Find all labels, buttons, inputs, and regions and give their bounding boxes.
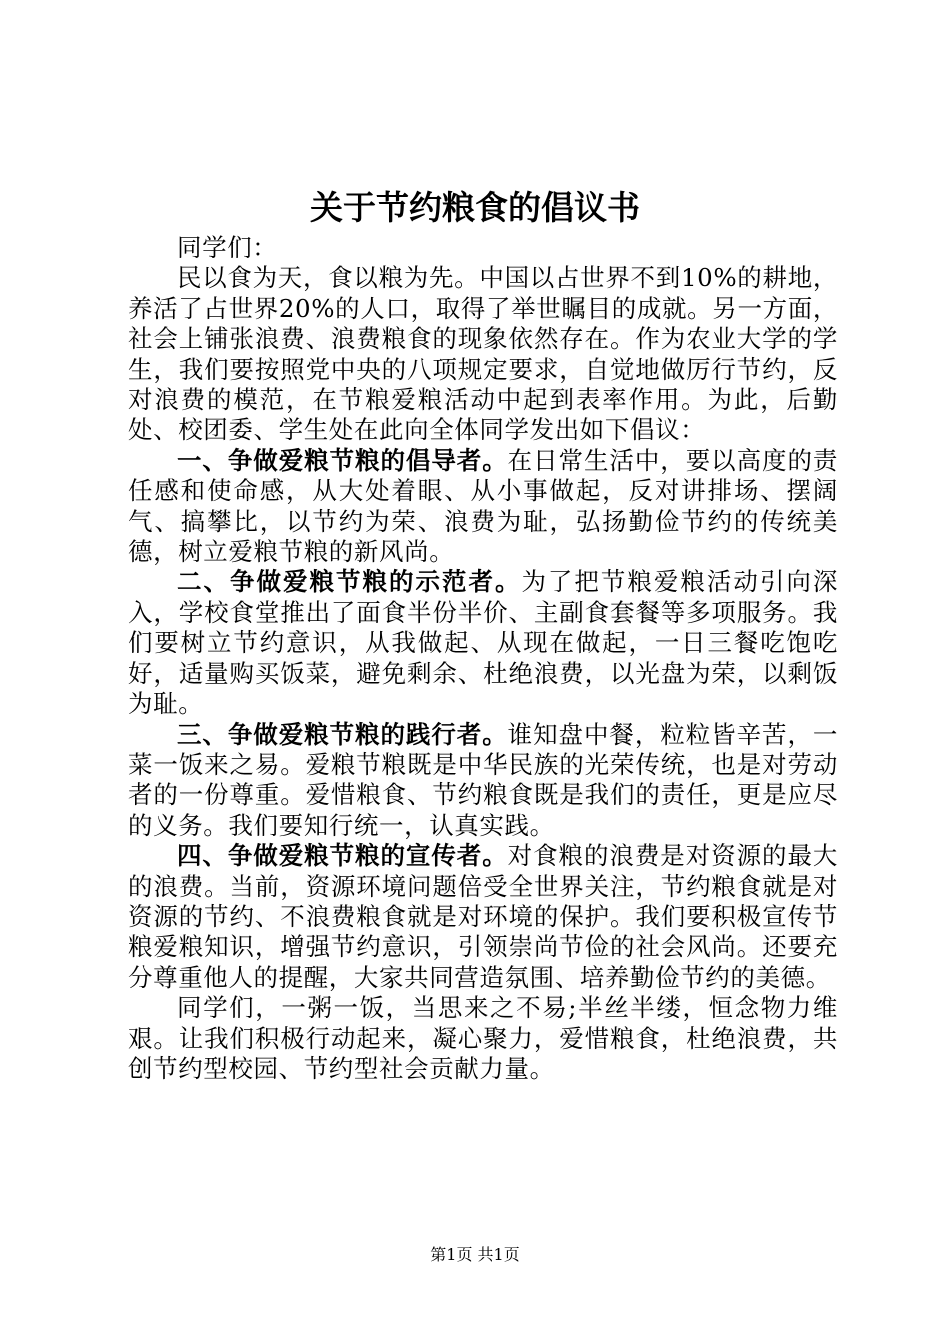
proposal-item-4 bbox=[128, 841, 838, 993]
document-title: 关于节约粮食的倡议书 bbox=[310, 188, 640, 227]
proposal-item-1 bbox=[128, 446, 838, 568]
proposal-item-1-text: 在日常生活中，要以高度的责任感和使命感，从大处着眼、从小事做起，反对讲排场、摆阔气、搞攀比，以节约为荣、浪费为耻，弘扬勤俭节约的传统美德，树立爱粮节粮的新风尚。 bbox=[128, 445, 838, 567]
page-footer: 第1页 共1页 bbox=[430, 1245, 520, 1264]
intro-paragraph: 民以食为天，食以粮为先。中国以占世界不到10%的耕地，养活了占世界20%的人口，取得了举世瞩目的成就。另一方面，社会上铺张浪费、浪费粮食的现象依然存在。作为农业大学的学生，我们要按照党中央的八项规定要求，自觉地做厉行节约，反对浪费的模范，在节粮爱粮活动中起到表率作用。为此，后勤处、校团委、学生处在此向全体同学发出如下倡议： bbox=[128, 263, 838, 445]
closing-paragraph: 同学们，一粥一饭，当思来之不易;半丝半缕，恒念物力维艰。让我们积极行动起来，凝心聚力，爱惜粮食，杜绝浪费，共创节约型校园、节约型社会贡献力量。 bbox=[128, 993, 838, 1083]
proposal-item-3-text: 谁知盘中餐，粒粒皆辛苦，一菜一饭来之易。爱粮节粮既是中华民族的光荣传统，也是对劳动者的一份尊重。爱惜粮食、节约粮食既是我们的责任，更是应尽的义务。我们要知行统一，认真实践。 bbox=[128, 719, 838, 840]
proposal-item-3 bbox=[128, 720, 838, 842]
proposal-item-2-lead: 二、争做爱粮节粮的示范者。 bbox=[177, 567, 522, 597]
proposal-item-2 bbox=[128, 567, 838, 719]
proposal-item-4-text: 对食粮的浪费是对资源的最大的浪费。当前，资源环境问题倍受全世界关注，节约粮食就是对资源的节约、不浪费粮食就是对环境的保护。我们要积极宣传节粮爱粮知识，增强节约意识，引领崇尚节俭的社会风尚。还要充分尊重他人的提醒，大家共同营造氛围、培养勤俭节约的美德。 bbox=[128, 841, 838, 992]
proposal-item-2-text: 为了把节粮爱粮活动引向深入，学校食堂推出了面食半份半价、主副食套餐等多项服务。我们要树立节约意识，从我做起、从现在做起，一日三餐吃饱吃好，适量购买饭菜，避免剩余、杜绝浪费，以光盘为荣，以剩饭为耻。 bbox=[128, 567, 838, 719]
proposal-item-4-lead: 四、争做爱粮节粮的宣传者。 bbox=[177, 841, 508, 871]
proposal-item-1-lead: 一、争做爱粮节粮的倡导者。 bbox=[177, 445, 508, 475]
greeting: 同学们： bbox=[177, 233, 278, 262]
proposal-item-3-lead: 三、争做爱粮节粮的践行者。 bbox=[177, 719, 508, 749]
document-body bbox=[128, 233, 838, 1084]
